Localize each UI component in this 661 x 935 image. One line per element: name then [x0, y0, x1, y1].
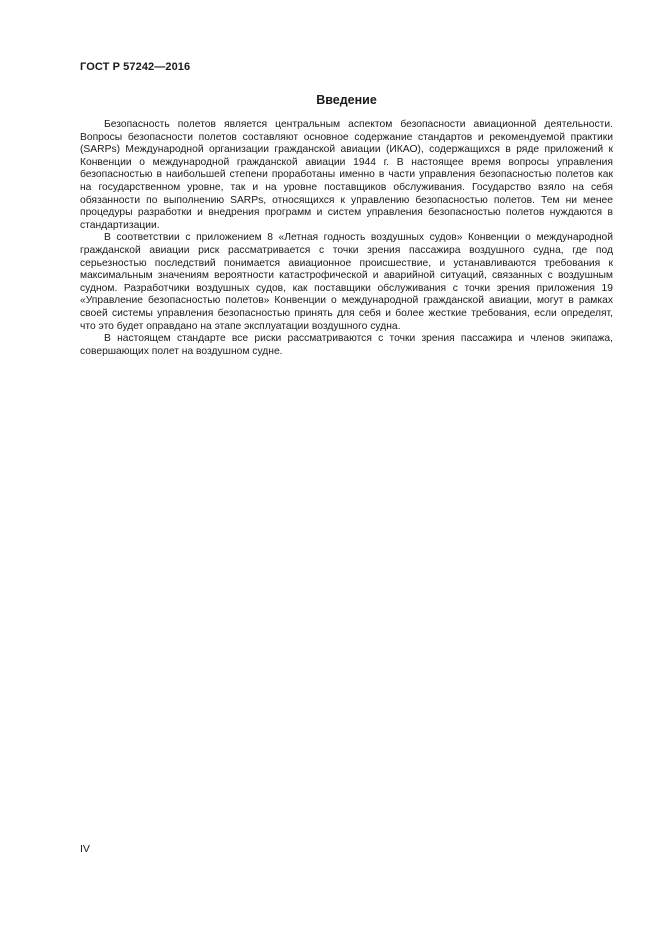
paragraph-2: В соответствии с приложением 8 «Летная годность воздушных судов» Конвенции о международной гражданской авиации риск рассматривается с точки зрения пассажира воздушного судна, где под серьезностью последствий понимается авиационное происшествие, и устанавливаются требования к максимальным значениям вероятности катастрофической и аварийной ситуаций, связанных с воздушным судном. Разработчики воздушных судов, как поставщики обслуживания с точки зрения приложения 19 «Управление безопасностью полетов» Конвенции о международной гражданской авиации, могут в рамках своей системы управления безопасностью принять для себя и более жесткие требования, если определят, что это будет оправдано на этапе эксплуатации воздушного судна. — [80, 232, 613, 332]
body-text — [80, 119, 613, 358]
paragraph-1: Безопасность полетов является центральным аспектом безопасности авиационной деятельности. Вопросы безопасности полетов составляют основное содержание стандартов и рекомендуемой практики (SARPs) Международной организации гражданской авиации (ИКАО), содержащихся в ряде приложений к Конвенции о международной гражданской авиации 1944 г. В настоящее время вопросы управления безопасностью в наибольшей степени проработаны именно в части управления безопасностью полетов как на государственном уровне, так и на уровне поставщиков обслуживания. Государство взяло на себя обязанности по выполнению SARPs, относящихся к управлению безопасностью полетов. Тем ни менее процедуры разработки и внедрения программ и систем управления безопасностью полетов нуждаются в стандартизации. — [80, 119, 613, 231]
paragraph-3: В настоящем стандарте все риски рассматриваются с точки зрения пассажира и членов экипажа, совершающих полет на воздушном судне. — [80, 333, 613, 357]
page-number: IV — [80, 843, 90, 855]
standard-header: ГОСТ Р 57242—2016 — [80, 61, 191, 73]
section-title: Введение — [316, 93, 377, 107]
